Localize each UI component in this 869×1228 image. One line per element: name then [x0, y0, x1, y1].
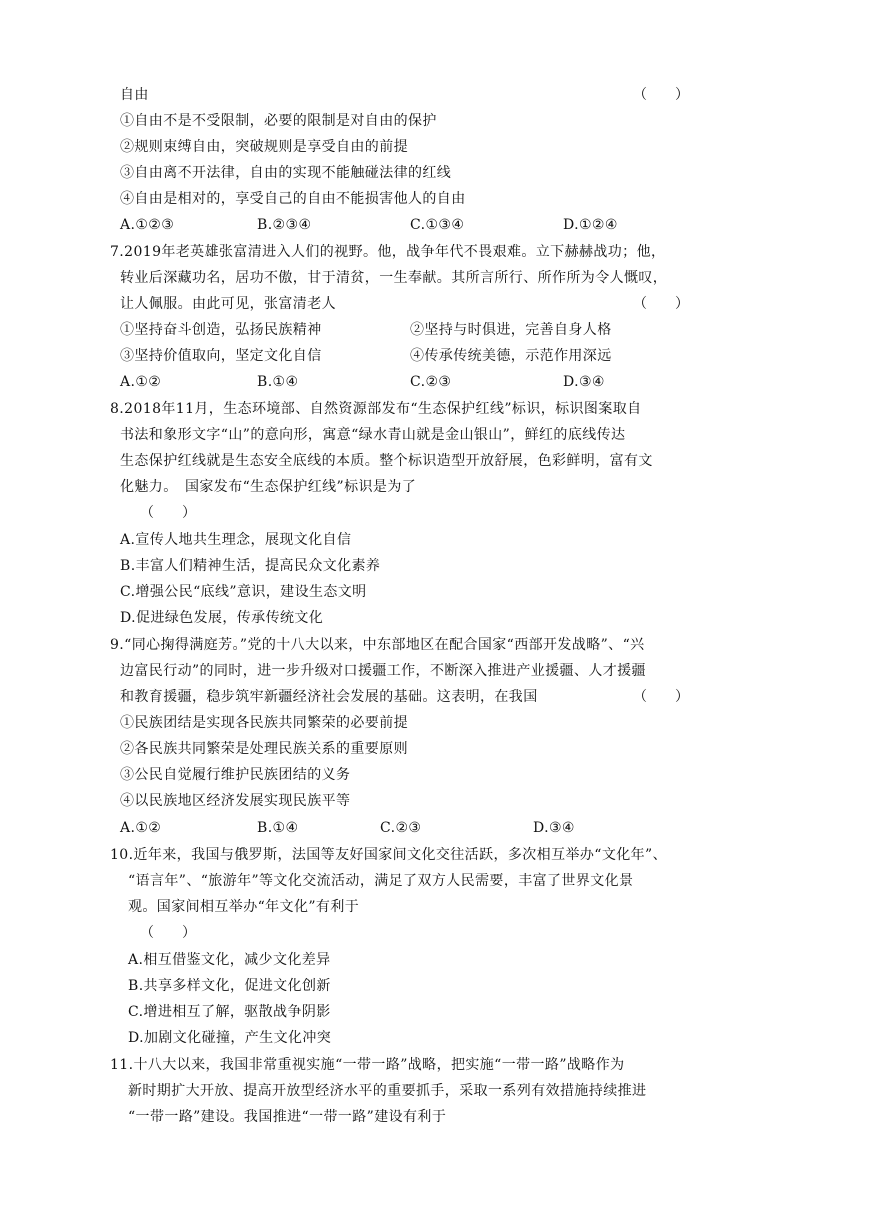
- q6-option-b: B.②③④: [257, 217, 312, 233]
- q7-stem-line-1: 7.2019年老英雄张富清进入人们的视野。他，战争年代不畏艰难。立下赫赫战功；他，: [110, 244, 666, 260]
- q8-answer-blank: （ ）: [140, 505, 196, 521]
- q8-stem-line-1: 8.2018年11月，生态环境部、自然资源部发布“生态保护红线”标识，标识图案取自: [110, 401, 642, 417]
- q8-stem-line-2: 书法和象形文字“山”的意向形，寓意“绿水青山就是金山银山”，鲜红的底线传达: [120, 427, 626, 443]
- q9-stem-line-1: 9.“同心掬得满庭芳。”党的十八大以来，中东部地区在配合国家“西部开发战略”、“兴: [110, 637, 645, 653]
- q7-statement-2: ②坚持与时俱进，完善自身人格: [410, 322, 612, 338]
- q8-stem-line-4: 化魅力。 国家发布“生态保护红线”标识是为了: [120, 479, 417, 495]
- q9-option-c: C.②③: [380, 820, 422, 836]
- q7-option-c: C.②③: [410, 374, 452, 390]
- q9-option-d: D.③④: [533, 820, 575, 836]
- q6-statement-1: ①自由不是不受限制，必要的限制是对自由的保护: [120, 113, 437, 129]
- q7-statement-4: ④传承传统美德，示范作用深远: [410, 348, 612, 364]
- q11-stem-line-2: 新时期扩大开放、提高开放型经济水平的重要抓手，采取一系列有效措施持续推进: [128, 1083, 647, 1099]
- q10-option-d: D.加剧文化碰撞，产生文化冲突: [128, 1030, 332, 1046]
- q6-answer-blank: （ ）: [633, 87, 689, 103]
- q10-option-b: B.共享多样文化，促进文化创新: [128, 978, 331, 994]
- q10-stem-line-2: “语言年”、“旅游年”等文化交流活动，满足了双方人民需要，丰富了世界文化景: [128, 873, 634, 889]
- q8-option-a: A.宣传人地共生理念，展现文化自信: [120, 532, 352, 548]
- q8-option-c: C.增强公民“底线”意识，建设生态文明: [120, 584, 367, 600]
- q9-statement-2: ②各民族共同繁荣是处理民族关系的重要原则: [120, 741, 408, 757]
- q7-option-d: D.③④: [563, 374, 605, 390]
- q10-option-a: A.相互借鉴文化，减少文化差异: [128, 952, 331, 968]
- q7-option-a: A.①②: [120, 374, 162, 390]
- q9-option-a: A.①②: [120, 820, 162, 836]
- q7-statement-1: ①坚持奋斗创造，弘扬民族精神: [120, 322, 322, 338]
- q6-option-c: C.①③④: [410, 217, 465, 233]
- q8-stem-line-3: 生态保护红线就是生态安全底线的本质。整个标识造型开放舒展，色彩鲜明，富有文: [120, 453, 653, 469]
- q6-stem-end: 自由: [120, 87, 149, 103]
- q6-statement-3: ③自由离不开法律，自由的实现不能触碰法律的红线: [120, 165, 452, 181]
- q7-statement-3: ③坚持价值取向，坚定文化自信: [120, 348, 322, 364]
- q10-stem-line-3: 观。国家间相互举办“年文化”有利于: [128, 899, 360, 915]
- q7-answer-blank: （ ）: [633, 296, 689, 312]
- q7-option-b: B.①④: [257, 374, 299, 390]
- q9-statement-4: ④以民族地区经济发展实现民族平等: [120, 793, 351, 809]
- q8-option-b: B.丰富人们精神生活，提高民众文化素养: [120, 558, 381, 574]
- q7-stem-line-2: 转业后深藏功名，居功不傲，甘于清贫，一生奉献。其所言所行、所作所为令人慨叹，: [120, 270, 668, 286]
- q10-answer-blank: （ ）: [140, 925, 196, 941]
- q9-answer-blank: （ ）: [633, 689, 689, 705]
- q10-option-c: C.增进相互了解，驱散战争阴影: [128, 1004, 331, 1020]
- q11-stem-line-3: “一带一路”建设。我国推进“一带一路”建设有利于: [128, 1109, 447, 1125]
- q6-statement-4: ④自由是相对的，享受自己的自由不能损害他人的自由: [120, 191, 466, 207]
- q6-option-d: D.①②④: [563, 217, 618, 233]
- q11-stem-line-1: 11.十八大以来，我国非常重视实施“一带一路”战略，把实施“一带一路”战略作为: [110, 1057, 625, 1073]
- q9-statement-3: ③公民自觉履行维护民族团结的义务: [120, 767, 351, 783]
- q6-statement-2: ②规则束缚自由，突破规则是享受自由的前提: [120, 139, 408, 155]
- q10-stem-line-1: 10.近年来，我国与俄罗斯，法国等友好国家间文化交往活跃，多次相互举办“文化年”、: [110, 847, 667, 863]
- q9-stem-line-2: 边富民行动”的同时，进一步升级对口援疆工作，不断深入推进产业援疆、人才援疆: [120, 663, 646, 679]
- q9-option-b: B.①④: [257, 820, 299, 836]
- q9-stem-line-3: 和教育援疆，稳步筑牢新疆经济社会发展的基础。这表明，在我国: [120, 689, 538, 705]
- q7-stem-line-3: 让人佩服。由此可见，张富清老人: [120, 296, 336, 312]
- q8-option-d: D.促进绿色发展，传承传统文化: [120, 610, 324, 626]
- q9-statement-1: ①民族团结是实现各民族共同繁荣的必要前提: [120, 715, 408, 731]
- q6-option-a: A.①②③: [120, 217, 175, 233]
